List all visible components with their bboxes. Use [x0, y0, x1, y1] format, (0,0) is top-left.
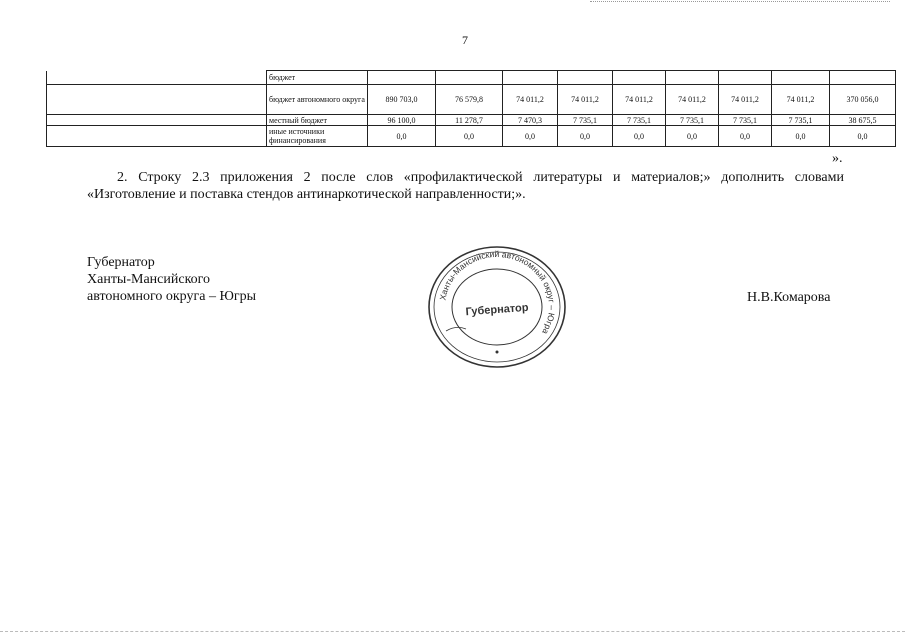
- table-cell: [368, 71, 436, 85]
- table-blank-cell: [47, 71, 267, 85]
- row-label: бюджет автономного округа: [267, 85, 368, 115]
- table-cell: 890 703,0: [368, 85, 436, 115]
- table-cell: 0,0: [368, 126, 436, 147]
- table-cell: 74 011,2: [772, 85, 830, 115]
- table-cell: 0,0: [558, 126, 613, 147]
- seal-ring-text: Ханты-Мансийский автономный округ – Югра: [437, 248, 558, 337]
- amendment-paragraph: [87, 169, 844, 203]
- table-cell: [719, 71, 772, 85]
- table-cell: 0,0: [503, 126, 558, 147]
- table-cell: 74 011,2: [719, 85, 772, 115]
- table-cell: [666, 71, 719, 85]
- table-blank-cell: [47, 85, 267, 115]
- table-cell: 74 011,2: [613, 85, 666, 115]
- table-cell: 0,0: [436, 126, 503, 147]
- table-cell: 7 470,3: [503, 115, 558, 126]
- table-cell: 96 100,0: [368, 115, 436, 126]
- signer-title: [87, 254, 256, 305]
- table-cell: [830, 71, 896, 85]
- table-cell: 7 735,1: [613, 115, 666, 126]
- table-cell: [503, 71, 558, 85]
- table-cell: 74 011,2: [503, 85, 558, 115]
- row-label: местный бюджет: [267, 115, 368, 126]
- row-label: иные источники финансирования: [267, 126, 368, 147]
- table-cell: 0,0: [613, 126, 666, 147]
- signer-name: Н.В.Комарова: [747, 290, 831, 305]
- table-blank-cell: [47, 126, 267, 147]
- signer-title-line: автономного округа – Югры: [87, 289, 256, 304]
- row-label: бюджет: [267, 71, 368, 85]
- table-row: [47, 85, 896, 115]
- table-row: [47, 71, 896, 85]
- table-cell: [613, 71, 666, 85]
- table-cell: 76 579,8: [436, 85, 503, 115]
- table-cell: 370 056,0: [830, 85, 896, 115]
- table-cell: [558, 71, 613, 85]
- table-cell: 74 011,2: [666, 85, 719, 115]
- official-seal-stamp: [426, 245, 568, 370]
- scan-bottom-edge: [0, 631, 905, 632]
- table-row: [47, 126, 896, 147]
- table-cell: 74 011,2: [558, 85, 613, 115]
- table-cell: 0,0: [772, 126, 830, 147]
- table-cell: [772, 71, 830, 85]
- scan-top-edge: [590, 1, 890, 2]
- page-number: 7: [462, 33, 468, 47]
- table-cell: [436, 71, 503, 85]
- signer-title-line: Ханты-Мансийского: [87, 272, 211, 287]
- table-cell: 11 278,7: [436, 115, 503, 126]
- signer-title-line: Губернатор: [87, 255, 155, 270]
- table-cell: 7 735,1: [666, 115, 719, 126]
- table-cell: 7 735,1: [558, 115, 613, 126]
- amendment-text: 2. Строку 2.3 приложения 2 после слов «профилактической литературы и материалов;» дополнить словами «Изготовление и поставка стендов антинаркотической направленности;».: [87, 170, 844, 202]
- closing-quote: ».: [832, 151, 843, 166]
- seal-center-text: Губернатор: [465, 301, 529, 319]
- table-cell: 7 735,1: [772, 115, 830, 126]
- table-cell: 7 735,1: [719, 115, 772, 126]
- table-cell: 0,0: [666, 126, 719, 147]
- table-row: [47, 115, 896, 126]
- table-blank-cell: [47, 115, 267, 126]
- table-cell: 38 675,5: [830, 115, 896, 126]
- budget-table: [46, 70, 896, 147]
- table-cell: 0,0: [719, 126, 772, 147]
- table-cell: 0,0: [830, 126, 896, 147]
